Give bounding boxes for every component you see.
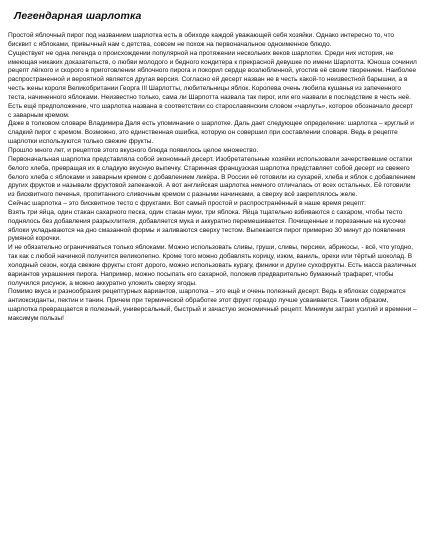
paragraph: Помимо вкуса и разнообразия рецептурных вариантов, шарлотка – это ещё и очень полезный десерт. Ведь в яблоках содержатся антиоксиданты, пектин и танин. Причем при термической обработке этот фрукт гораздо лучше усваивается. Таким образом, шарлотка превращается в полезный, универсальный, быстрый и зачастую экономичный рецепт. Минимум затрат усилий и времени – максимум пользы!: [8, 288, 417, 322]
paragraph: Существует не одна легенда о происхождении популярной на протяжении нескольких веков шарлотки. Среди них история, не имеющая никаких доказательств, о любви молодого и бедного кондитера к прекрасной девушке по имени Шарлотта. Юноша сочинил рецепт лёгкого и скорого в приготовлении яблочного пирога и покорил сердце возлюбленной, угостив её своим творением. Наиболее распространенной и вероятной является другая версия. Согласно ей десерт назван не в честь какой-то неизвестной барышни, а в честь жены короля Великобритании Георга III Шарлотты, любительницы яблок. Королева очень любила кушанья из запеченного теста, начиненного яблоками. Неизвестно только, сама ли Шарлотта назвала так пирог, или его назвали в последствие в честь неё.: [8, 49, 417, 101]
document-title: Легендарная шарлотка: [14, 10, 142, 22]
paragraph: Прошло много лет, и рецептов этого вкусного блюда появилось целое множество.: [8, 146, 259, 154]
paragraph: Даже в толковом словаре Владимира Даля есть упоминание о шарлотке. Даль дает следующее определение: шарлотка – круглый и сладкий пирог с кремом. Возможно, это единственная ошибка, которую он совершил при составлении словаря. Ведь в рецепте шарлотки используются только свежие фрукты.: [8, 120, 414, 146]
document-body: [8, 32, 418, 324]
paragraph: И не обязательно ограничиваться только яблоками. Можно использовать сливы, груши, сливы, персики, абрикосы, - всё, что угодно, так как с любой начинкой получится великолепно. Кроме того можно добавлять корицу, изюм, ваниль, орехи или тёртый шоколад. В холодный сезон, когда свежие фрукты стоят дорого, можно использовать курагу, финики и другие сухофрукты. Есть масса различных вариантов украшения пирога. Например, можно посыпать его сахарной, положив предварительно бумажный трафарет, чтобы получился рисунок, а можно аккуратно уложить сверху ягоды.: [8, 244, 417, 287]
paragraph: Есть ещё предположение, что шарлотка названа в соответствии со старославянским словом «чарлуть», которое обозначало десерт с заварным кремом.: [8, 102, 414, 119]
paragraph: Первоначальная шарлотка представляла собой экономный десерт. Изобретательные хозяйки использовали зачерствевшие остатки белого хлеба, превращая их в сладкую вкусную выпечку. Старинная французская шарлотка представляет собой десерт из свежего белого хлеба с яблоками и заварным кремом с добавлением ликёра. В России её готовили из сухарей, хлеба и яблок с добавлением других фруктов и называли фруктовой запеканкой. А вот английская шарлотка немного отличалась от всех остальных. Её готовили из бисквитного печенья, пропитанного сливочным кремом с разными начинками, а сверху всё закреплялось желе.: [8, 155, 416, 199]
paragraph: Сейчас шарлотка – это бисквитное тесто с фруктами. Вот самый простой и распространённый в наше время рецепт:: [8, 200, 366, 208]
paragraph: Простой яблочный пирог под названием шарлотка есть в обиходе каждой уважающей себя хозяйки. Однако интересно то, что бисквит с яблоками, привычный нам с детства, совсем не похож на первоначальное одноименное блюдо.: [8, 32, 395, 48]
paragraph: Взять три яйца, один стакан сахарного песка, один стакан муки, три яблока. Яйца тщательно взбиваются с сахаром, чтобы тесто поднялось без добавления разрыхлителя, добавляется мука и аккуратно перемешивается. Почищенные и порезанные на кусочки яблоки укладываются на дно смазанной формы и заливаются сверху тестом. Выпекается пирог примерно 30 минут до появления румяной корочки.: [8, 208, 406, 243]
